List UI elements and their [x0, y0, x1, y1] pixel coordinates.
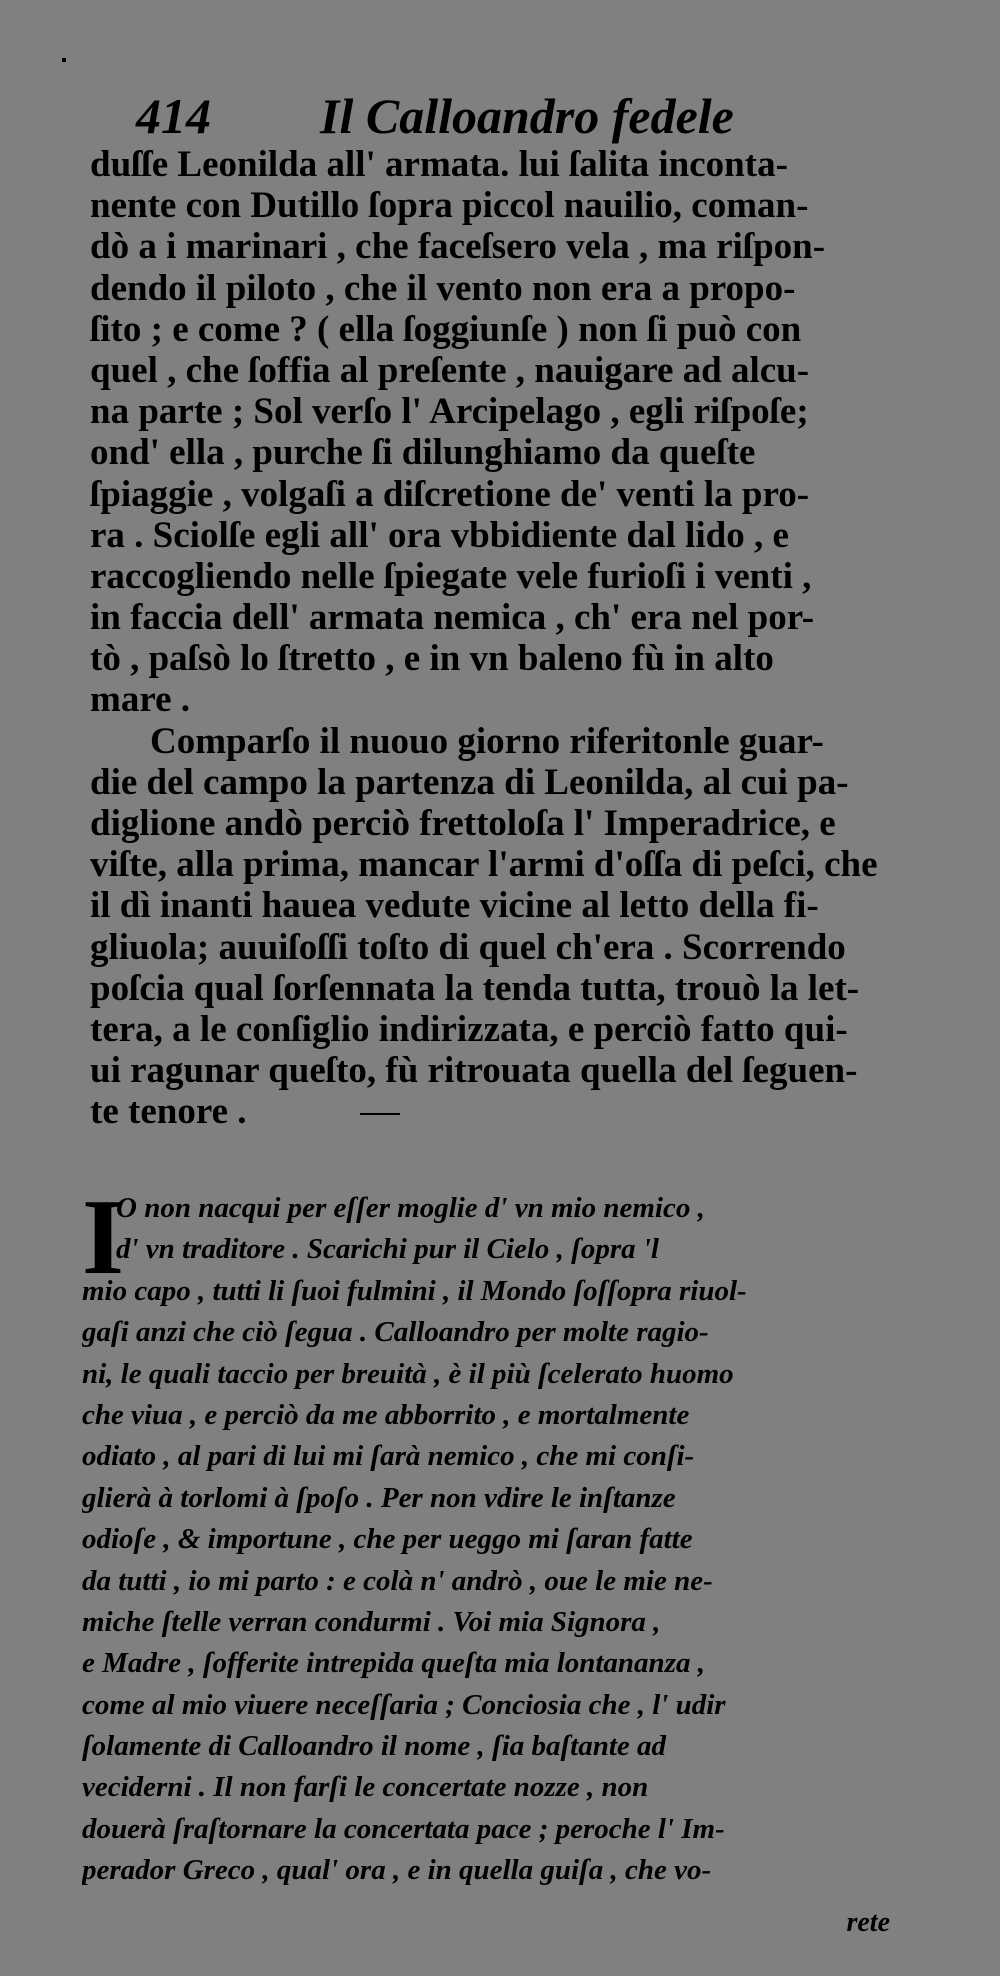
- body-line: ſito ; e come ? ( ella ſoggiunſe ) non ſi può con: [90, 308, 802, 350]
- body-line: nente con Dutillo ſopra piccol nauilio, coman-: [90, 185, 809, 227]
- body-line: ra . Sciolſe egli all' ora vbbidiente dal lido , e: [90, 514, 789, 556]
- body-line: diglione andò perciò frettoloſa l' Imperadrice, e: [90, 803, 836, 844]
- letter-line: ſolamente di Calloandro il nome , ſia baſtante ad: [82, 1730, 667, 1763]
- letter-line: ni, le quali taccio per breuità , è il più ſcelerato huomo: [82, 1357, 734, 1390]
- body-line: raccogliendo nelle ſpiegate vele furioſi i venti ,: [90, 555, 812, 597]
- letter-line: douerà ſraſtornare la concertata pace ; peroche l' Im-: [82, 1812, 725, 1845]
- body-line: na parte ; Sol verſo l' Arcipelago , egli riſpoſe;: [90, 391, 809, 433]
- letter-line: mio capo , tutti li ſuoi fulmini , il Mondo ſoſſopra riuol-: [82, 1274, 747, 1307]
- body-line: tò , paſsò lo ſtretto , e in vn baleno fù in alto: [90, 638, 774, 680]
- body-line: mare .: [90, 679, 190, 721]
- section-rule: [360, 1113, 400, 1115]
- body-line: dendo il piloto , che il vento non era a propo-: [90, 267, 796, 309]
- letter-line: perador Greco , qual' ora , e in quella guiſa , che vo-: [82, 1854, 712, 1887]
- letter-line: e Madre , ſofferite intrepida queſta mia lontananza ,: [82, 1647, 705, 1680]
- letter-line: odiato , al pari di lui mi ſarà nemico , che mi conſi-: [82, 1440, 695, 1473]
- drop-cap: I: [82, 1178, 125, 1297]
- letter-line: che viua , e perciò da me abborrito , e mortalmente: [82, 1398, 690, 1431]
- body-line: gliuola; auuiſoſſi toſto di quel ch'era . Scorrendo: [90, 926, 846, 968]
- body-line: ui ragunar queſto, fù ritrouata quella del ſeguen-: [90, 1050, 858, 1092]
- letter-line: glierà à torlomi à ſpoſo . Per non vdire le inſtanze: [82, 1481, 676, 1514]
- body-line: il dì inanti hauea vedute vicine al letto della fi-: [90, 885, 819, 927]
- running-title: Il Calloandro fedele: [320, 88, 734, 144]
- letter-line: gaſi anzi che ciò ſegua . Calloandro per molte ragio-: [82, 1316, 709, 1349]
- body-line: poſcia qual ſorſennata la tenda tutta, trouò la let-: [90, 967, 860, 1009]
- letter-line: come al mio viuere neceſſaria ; Conciosia che , l' udir: [82, 1688, 726, 1721]
- page-number: 414: [136, 88, 211, 144]
- letter-line: odioſe , & importune , che per ueggo mi ſaran fatte: [82, 1523, 693, 1556]
- letter-line: O non nacqui per eſſer moglie d' vn mio nemico ,: [116, 1192, 705, 1224]
- page-header: [132, 86, 752, 146]
- body-line: te tenore .: [90, 1091, 247, 1133]
- body-line: Comparſo il nuouo giorno riferitonle guar-: [150, 720, 824, 762]
- body-line: die del campo la partenza di Leonilda, al cui pa-: [90, 761, 849, 803]
- body-line: in faccia dell' armata nemica , ch' era nel por-: [90, 597, 815, 639]
- letter-line: da tutti , io mi parto : e colà n' andrò , oue le mie ne-: [82, 1564, 713, 1597]
- body-line: ſpiaggie , volgaſi a diſcretione de' venti la pro-: [90, 473, 810, 515]
- ink-speck: [62, 58, 66, 62]
- letter-text: [82, 1178, 942, 1892]
- letter-line: miche ſtelle verran condurmi . Voi mia Signora ,: [82, 1605, 661, 1638]
- letter-line: d' vn traditore . Scarichi pur il Cielo , ſopra 'l: [116, 1233, 659, 1266]
- letter-line: veciderni . Il non farſi le concertate nozze , non: [82, 1771, 649, 1804]
- body-line: ond' ella , purche ſi dilunghiamo da queſte: [90, 432, 756, 474]
- catchword: rete: [846, 1907, 890, 1938]
- body-text: [90, 144, 940, 1133]
- body-line: duſſe Leonilda all' armata. lui ſalita inconta-: [90, 144, 788, 185]
- body-line: viſte, alla prima, mancar l'armi d'oſſa di peſci, che: [90, 844, 878, 886]
- body-line: quel , che ſoffia al preſente , nauigare ad alcu-: [90, 349, 810, 391]
- body-line: dò a i marinari , che faceſsero vela , ma riſpon-: [90, 226, 826, 268]
- body-line: tera, a le conſiglio indirizzata, e perciò fatto qui-: [90, 1008, 848, 1050]
